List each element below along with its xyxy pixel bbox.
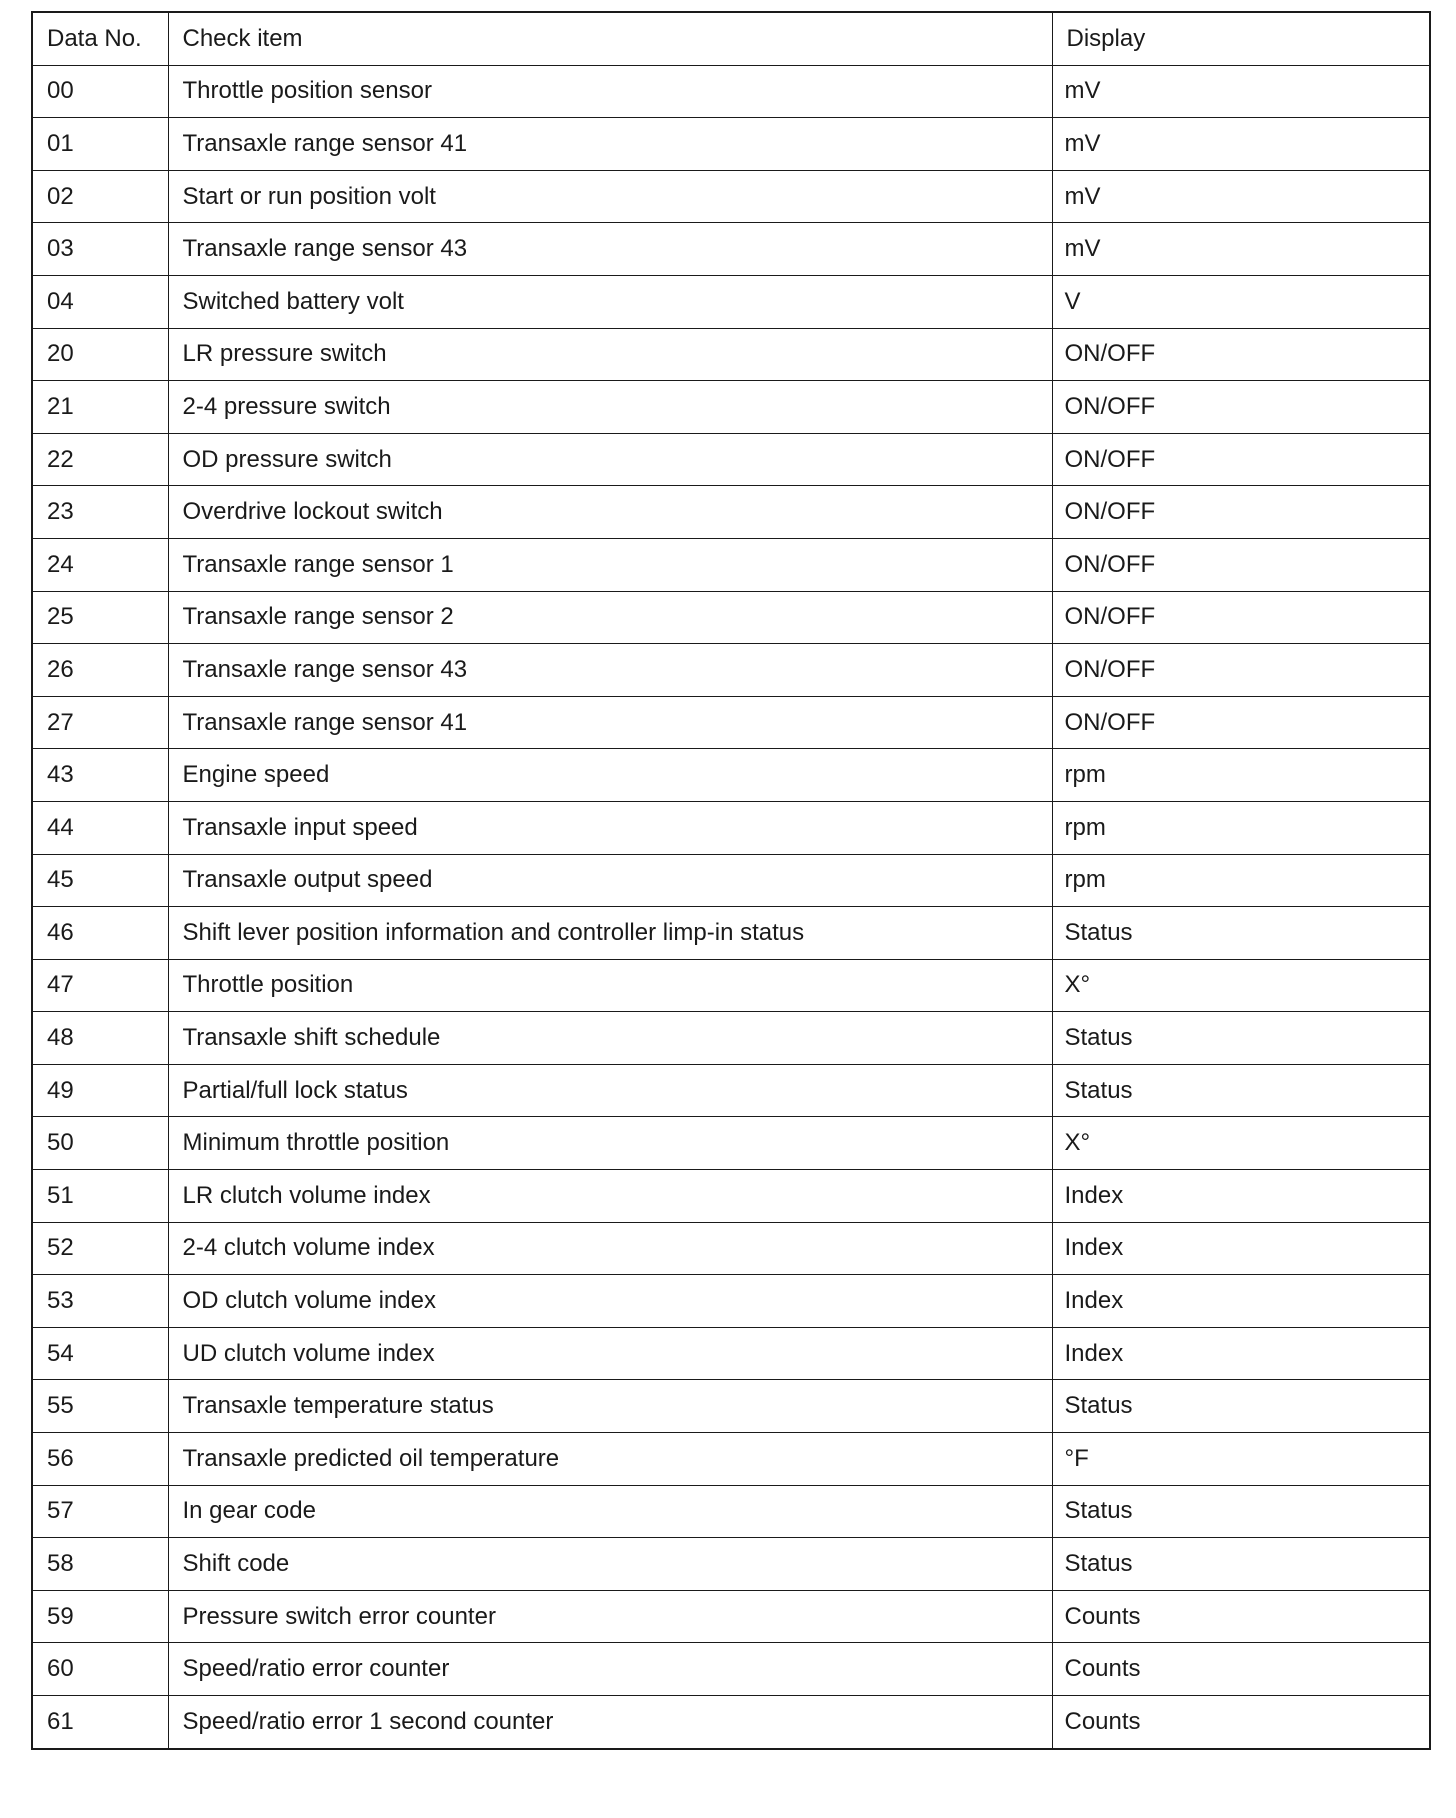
table-row (32, 749, 1430, 802)
check-item-cell: Transaxle input speed (168, 801, 1052, 854)
table-row (32, 1275, 1430, 1328)
table-row (32, 1538, 1430, 1591)
table-row (32, 65, 1430, 118)
data-number-cell: 49 (32, 1064, 168, 1117)
data-number-cell: 53 (32, 1275, 168, 1328)
data-number-cell: 20 (32, 328, 168, 381)
table-row (32, 1222, 1430, 1275)
table-row (32, 591, 1430, 644)
table-row (32, 1064, 1430, 1117)
display-unit-cell: Index (1052, 1275, 1430, 1328)
data-number-cell: 01 (32, 118, 168, 171)
data-number-cell: 00 (32, 65, 168, 118)
check-item-cell: Transaxle output speed (168, 854, 1052, 907)
display-unit-cell: Status (1052, 1064, 1430, 1117)
table-row (32, 644, 1430, 697)
header-display: Display (1052, 12, 1430, 65)
data-number-cell: 44 (32, 801, 168, 854)
display-unit-cell: Status (1052, 1380, 1430, 1433)
display-unit-cell: Counts (1052, 1590, 1430, 1643)
display-unit-cell: ON/OFF (1052, 433, 1430, 486)
table-row (32, 1327, 1430, 1380)
check-item-cell: Transaxle temperature status (168, 1380, 1052, 1433)
data-number-cell: 47 (32, 959, 168, 1012)
data-number-cell: 59 (32, 1590, 168, 1643)
check-item-cell: Transaxle range sensor 2 (168, 591, 1052, 644)
check-item-cell: Engine speed (168, 749, 1052, 802)
display-unit-cell: mV (1052, 170, 1430, 223)
display-unit-cell: V (1052, 275, 1430, 328)
data-number-cell: 02 (32, 170, 168, 223)
check-item-cell: Throttle position (168, 959, 1052, 1012)
data-number-cell: 56 (32, 1433, 168, 1486)
check-item-cell: In gear code (168, 1485, 1052, 1538)
table-row (32, 1433, 1430, 1486)
display-unit-cell: mV (1052, 223, 1430, 276)
data-number-cell: 58 (32, 1538, 168, 1591)
check-item-cell: LR pressure switch (168, 328, 1052, 381)
data-number-cell: 27 (32, 696, 168, 749)
table-row (32, 433, 1430, 486)
display-unit-cell: mV (1052, 118, 1430, 171)
check-item-cell: Transaxle range sensor 43 (168, 223, 1052, 276)
data-number-cell: 03 (32, 223, 168, 276)
data-number-cell: 21 (32, 381, 168, 434)
check-item-cell: Shift lever position information and controller limp-in status (168, 907, 1052, 960)
display-unit-cell: Counts (1052, 1696, 1430, 1749)
table-row (32, 223, 1430, 276)
header-check-item: Check item (168, 12, 1052, 65)
data-number-cell: 22 (32, 433, 168, 486)
table-row (32, 1643, 1430, 1696)
table-row (32, 1380, 1430, 1433)
data-number-cell: 55 (32, 1380, 168, 1433)
data-number-cell: 61 (32, 1696, 168, 1749)
table-row (32, 696, 1430, 749)
check-item-cell: Transaxle range sensor 41 (168, 118, 1052, 171)
data-number-cell: 54 (32, 1327, 168, 1380)
check-item-cell: Minimum throttle position (168, 1117, 1052, 1170)
table-row (32, 381, 1430, 434)
table-row (32, 1117, 1430, 1170)
check-item-cell: Start or run position volt (168, 170, 1052, 223)
header-data-no: Data No. (32, 12, 168, 65)
table-row (32, 1485, 1430, 1538)
table-row (32, 328, 1430, 381)
display-unit-cell: Status (1052, 1012, 1430, 1065)
check-item-cell: Throttle position sensor (168, 65, 1052, 118)
check-item-cell: Pressure switch error counter (168, 1590, 1052, 1643)
display-unit-cell: Status (1052, 1538, 1430, 1591)
display-unit-cell: ON/OFF (1052, 328, 1430, 381)
check-item-cell: UD clutch volume index (168, 1327, 1052, 1380)
check-item-cell: Speed/ratio error 1 second counter (168, 1696, 1052, 1749)
table-row (32, 538, 1430, 591)
check-item-cell: Transaxle range sensor 1 (168, 538, 1052, 591)
display-unit-cell: Counts (1052, 1643, 1430, 1696)
data-number-cell: 48 (32, 1012, 168, 1065)
display-unit-cell: ON/OFF (1052, 486, 1430, 539)
display-unit-cell: Index (1052, 1170, 1430, 1223)
table-row (32, 801, 1430, 854)
table-body (32, 65, 1430, 1749)
check-item-cell: OD clutch volume index (168, 1275, 1052, 1328)
check-item-cell: Switched battery volt (168, 275, 1052, 328)
check-item-cell: LR clutch volume index (168, 1170, 1052, 1223)
display-unit-cell: ON/OFF (1052, 591, 1430, 644)
display-unit-cell: °F (1052, 1433, 1430, 1486)
data-number-cell: 60 (32, 1643, 168, 1696)
table-row (32, 1170, 1430, 1223)
data-number-cell: 46 (32, 907, 168, 960)
data-number-cell: 51 (32, 1170, 168, 1223)
display-unit-cell: X° (1052, 1117, 1430, 1170)
check-item-cell: OD pressure switch (168, 433, 1052, 486)
check-item-cell: 2-4 clutch volume index (168, 1222, 1052, 1275)
data-number-cell: 25 (32, 591, 168, 644)
data-number-cell: 43 (32, 749, 168, 802)
table-row (32, 170, 1430, 223)
check-item-cell: Transaxle range sensor 43 (168, 644, 1052, 697)
table-header (32, 12, 1430, 65)
table-row (32, 1590, 1430, 1643)
data-number-cell: 26 (32, 644, 168, 697)
table-row (32, 118, 1430, 171)
data-list-table (31, 11, 1431, 1750)
data-number-cell: 57 (32, 1485, 168, 1538)
table-row (32, 486, 1430, 539)
display-unit-cell: X° (1052, 959, 1430, 1012)
display-unit-cell: rpm (1052, 854, 1430, 907)
data-number-cell: 45 (32, 854, 168, 907)
check-item-cell: Transaxle predicted oil temperature (168, 1433, 1052, 1486)
table-row (32, 275, 1430, 328)
display-unit-cell: ON/OFF (1052, 381, 1430, 434)
display-unit-cell: Index (1052, 1327, 1430, 1380)
table-row (32, 854, 1430, 907)
table-row (32, 1696, 1430, 1749)
data-number-cell: 50 (32, 1117, 168, 1170)
data-number-cell: 23 (32, 486, 168, 539)
check-item-cell: Speed/ratio error counter (168, 1643, 1052, 1696)
display-unit-cell: rpm (1052, 801, 1430, 854)
display-unit-cell: Status (1052, 907, 1430, 960)
table-row (32, 907, 1430, 960)
check-item-cell: Transaxle range sensor 41 (168, 696, 1052, 749)
check-item-cell: 2-4 pressure switch (168, 381, 1052, 434)
display-unit-cell: Index (1052, 1222, 1430, 1275)
display-unit-cell: mV (1052, 65, 1430, 118)
display-unit-cell: ON/OFF (1052, 538, 1430, 591)
data-number-cell: 24 (32, 538, 168, 591)
table-row (32, 959, 1430, 1012)
table-row (32, 1012, 1430, 1065)
check-item-cell: Overdrive lockout switch (168, 486, 1052, 539)
data-number-cell: 04 (32, 275, 168, 328)
check-item-cell: Partial/full lock status (168, 1064, 1052, 1117)
check-item-cell: Transaxle shift schedule (168, 1012, 1052, 1065)
check-item-cell: Shift code (168, 1538, 1052, 1591)
display-unit-cell: rpm (1052, 749, 1430, 802)
data-number-cell: 52 (32, 1222, 168, 1275)
display-unit-cell: ON/OFF (1052, 696, 1430, 749)
header-row (32, 12, 1430, 65)
display-unit-cell: ON/OFF (1052, 644, 1430, 697)
display-unit-cell: Status (1052, 1485, 1430, 1538)
